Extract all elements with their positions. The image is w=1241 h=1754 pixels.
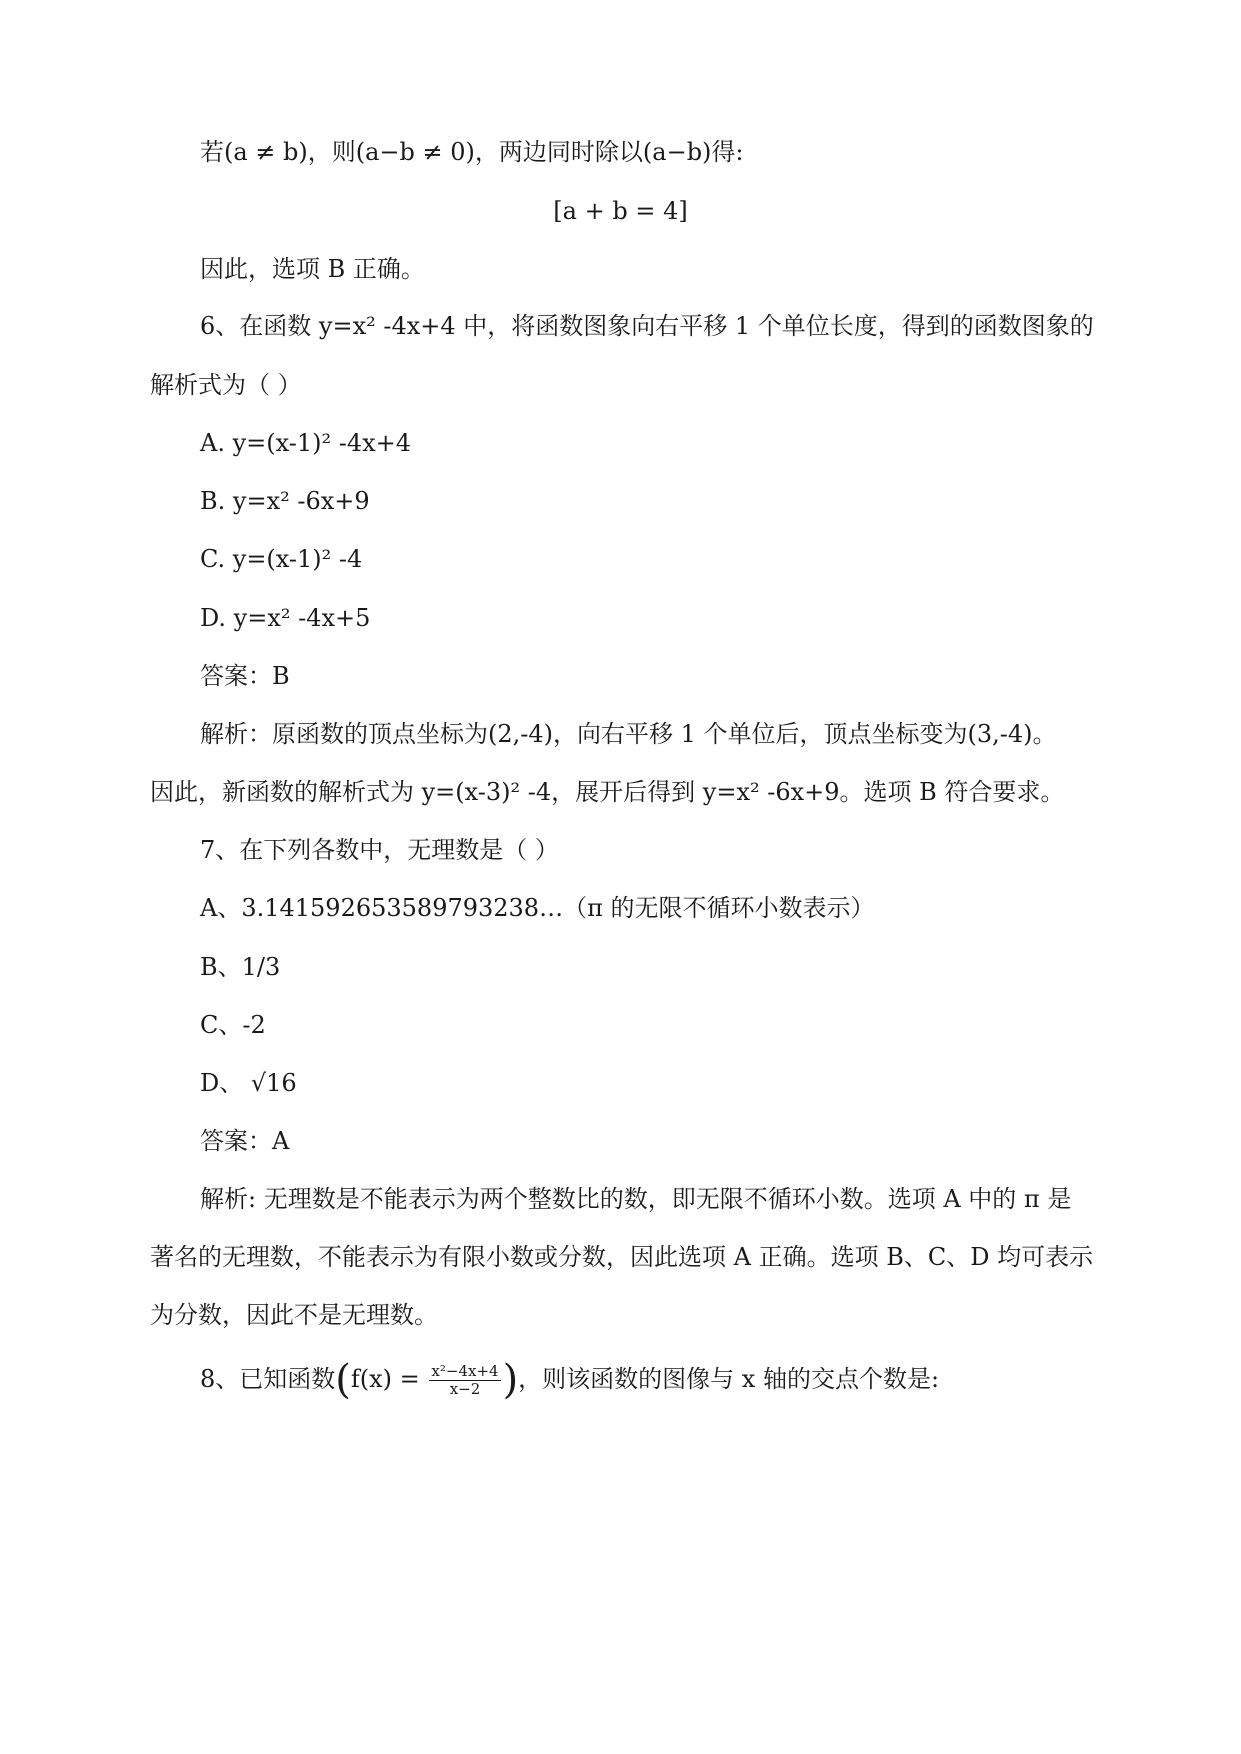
question-6-answer: 答案：B	[200, 662, 290, 690]
question-7-option-c: C、-2	[200, 1011, 266, 1039]
question-7-explanation-line3: 为分数，因此不是无理数。	[150, 1301, 438, 1329]
right-paren: )	[502, 1357, 519, 1403]
text-line-conclusion: 因此，选项 B 正确。	[200, 255, 425, 283]
left-paren: (	[335, 1357, 351, 1403]
question-6-explanation-line1: 解析：原函数的顶点坐标为(2,-4)，向右平移 1 个单位后，顶点坐标变为(3,-4)。	[200, 720, 1057, 748]
question-6-option-b: B. y=x² -6x+9	[200, 487, 370, 515]
function-label: f(x) =	[350, 1365, 428, 1393]
question-7-option-d: D、 √16	[200, 1069, 297, 1097]
question-7-option-b: B、1/3	[200, 953, 281, 981]
question-6-option-a: A. y=(x-1)² -4x+4	[200, 429, 412, 457]
question-8-prefix: 8、已知函数	[200, 1365, 336, 1393]
question-6-option-d: D. y=x² -4x+5	[200, 604, 371, 632]
question-7-answer: 答案：A	[200, 1127, 290, 1155]
fraction-numerator: x²−4x+4	[431, 1362, 499, 1380]
fraction-denominator: x−2	[449, 1380, 481, 1398]
question-7-explanation-line1: 解析: 无理数是不能表示为两个整数比的数，即无限不循环小数。选项 A 中的 π 是	[200, 1185, 1072, 1213]
text-line-condition: 若(a ≠ b)，则(a−b ≠ 0)，两边同时除以(a−b)得:	[200, 138, 744, 166]
question-6-explanation-line2: 因此，新函数的解析式为 y=(x-3)² -4，展开后得到 y=x² -6x+9。选项 B 符合要求。	[150, 778, 1065, 806]
question-6-option-c: C. y=(x-1)² -4	[200, 545, 363, 573]
equation-line: [a + b = 4]	[553, 197, 688, 225]
question-6-stem-line1: 6、在函数 y=x² -4x+4 中，将函数图象向右平移 1 个单位长度，得到的函数图象的	[200, 312, 1094, 340]
question-7-option-a: A、3.141592653589793238…（π 的无限不循环小数表示）	[200, 894, 875, 922]
question-6-stem-line2: 解析式为（ ）	[150, 371, 302, 399]
question-7-stem: 7、在下列各数中，无理数是（ ）	[200, 836, 559, 864]
question-7-explanation-line2: 著名的无理数，不能表示为有限小数或分数，因此选项 A 正确。选项 B、C、D 均可表示	[150, 1243, 1094, 1271]
fraction	[429, 1363, 500, 1398]
question-8-stem	[200, 1357, 940, 1403]
question-8-suffix: ，则该函数的图像与 x 轴的交点个数是:	[518, 1365, 940, 1393]
